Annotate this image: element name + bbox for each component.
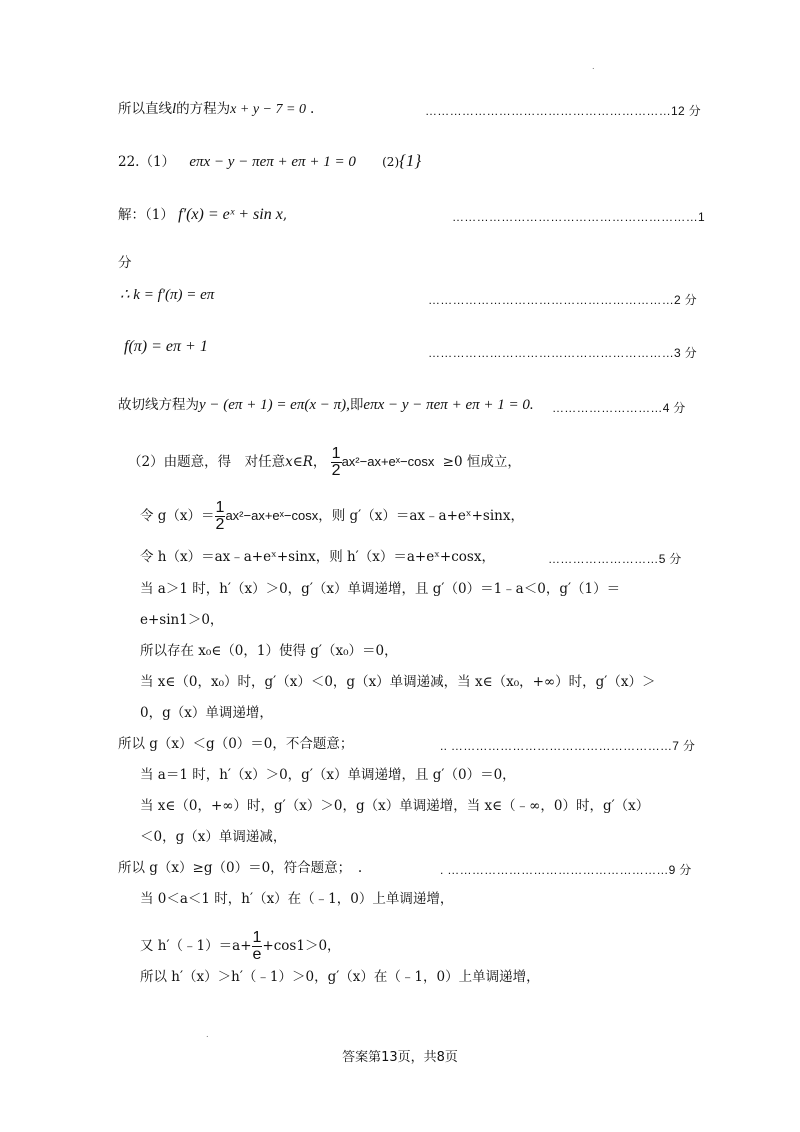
line-3 [118,206,287,224]
text: 的方程为 [176,101,231,117]
line-13: 所以存在 x₀∈（0，1）使得 g′（x₀）＝0， [140,643,398,659]
text: . [309,101,315,117]
score-dots-2: ……………………………………………………2 分 [428,293,697,307]
line-10: 令 h（x）＝ax﹣a+eˣ+sinx，则 h′（x）＝a+eˣ+cosx， [140,549,495,565]
score-dots-12: ……………………………………………………12 分 [425,104,701,118]
score-dots-3: ……………………………………………………3 分 [428,346,697,360]
line-18: 当 x∈（0，+∞）时，g′（x）＞0，g（x）单调递增，当 x∈（﹣∞，0）时，g′（x） [140,798,650,814]
math: f(π) = eπ + 1 [124,338,208,355]
scan-mark: . [592,62,595,71]
scan-mark: . [206,1030,209,1039]
text: ，则 g′（x）＝ax﹣a+eˣ+sinx， [318,508,524,524]
line-17: 当 a＝1 时，h′（x）＞0，g′（x）单调递增，且 g′（0）＝0， [140,767,516,783]
line-6 [124,338,208,356]
line-7 [118,396,534,414]
text: ， [312,454,327,470]
line-20: 所以 g（x）≥g（0）＝0，符合题意； . [118,860,363,876]
text: ≥0 恒成立， [442,454,521,470]
line-15: 0，g（x）单调递增， [140,705,273,721]
text: (2) [382,155,400,169]
line-5 [120,286,214,304]
text: 又 h′（﹣1）＝a+ [140,938,252,954]
score-dots-1: ……………………………………………………1 [452,210,705,224]
text: 所以直线 [118,101,172,117]
line-8 [128,446,521,479]
math: ax²−ax+eˣ−cosx [225,508,319,523]
fraction-one-over-e [252,930,263,963]
fraction-half [331,446,342,479]
line-22 [140,930,341,963]
denominator: 2 [331,462,341,479]
text: 令 g（x）＝ [140,508,215,524]
line-21: 当 0＜a＜1 时，h′（x）在（﹣1，0）上单调递增， [140,891,454,907]
line-9 [140,500,524,533]
page-footer: 答案第13页，共8页 [342,1050,458,1065]
math: x + y − 7 = 0 [230,102,306,117]
question-number: 22.（1） [118,154,176,170]
line-12: e+sin1＞0， [140,612,224,628]
denominator: 2 [215,516,225,533]
math: f′(x) = eˣ + sin x [178,206,283,223]
math: ∴ k = f′(π) = eπ [120,287,215,303]
math: y − (eπ + 1) = eπ(x − π), [199,397,350,413]
score-dots-5: ………………………5 分 [548,552,682,566]
line-23: 所以 h′（x）＞h′（﹣1）＞0，g′（x）在（﹣1，0）上单调递增， [140,969,540,985]
numerator: 1 [331,445,341,462]
line-16: 所以 g（x）＜g（0）＝0，不合题意； [118,736,354,752]
line-19: ＜0，g（x）单调递减， [140,829,287,845]
score-dots-9: . ………………………………………………9 分 [440,863,692,877]
score-dots-4: ………………………4 分 [552,401,686,415]
answer-1: eπx − y − πeπ + eπ + 1 = 0 [189,154,356,170]
text: , [282,207,288,223]
text: （2）由题意，得 对任意 [128,454,286,470]
text: +cos1＞0， [262,938,341,954]
numerator: 1 [215,499,225,516]
answer-2: {1} [399,151,422,170]
math: ax²−ax+eˣ−cosx [341,454,435,469]
line-1 [118,100,314,119]
line-11: 当 a＞1 时，h′（x）＞0，g′（x）单调递增，且 g′（0）＝1﹣a＜0，g′（1）＝ [140,581,621,597]
math: eπx − y − πeπ + eπ + 1 = 0. [363,397,534,413]
text: 解：（1） [118,207,174,223]
numerator: 1 [252,929,262,946]
score-dots-7: .. ………………………………………………7 分 [440,739,696,753]
fraction-half [215,500,226,533]
line-4: 分 [118,255,132,271]
denominator: e [252,946,262,963]
text: 故切线方程为 [118,397,199,413]
text: 即 [349,397,364,413]
line-14: 当 x∈（0，x₀）时，g′（x）＜0，g（x）单调递减，当 x∈（x₀，+∞）时，g′（x）＞ [140,674,656,690]
math: x∈R [285,454,313,470]
line-2 [118,152,421,171]
math: l [172,101,177,117]
